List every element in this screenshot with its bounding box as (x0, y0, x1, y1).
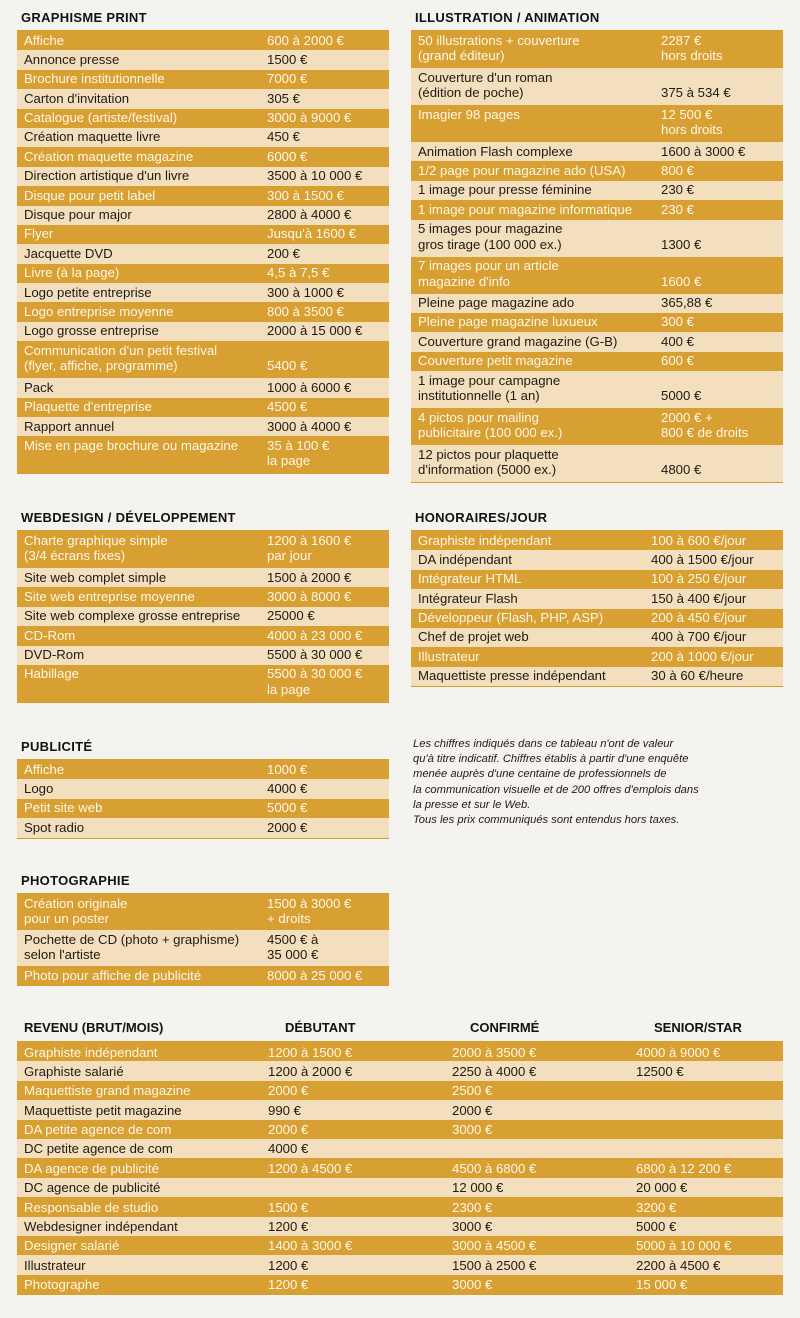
price-table (411, 30, 783, 483)
table-row (17, 341, 389, 378)
confirme-value: 12 000 € (452, 1180, 504, 1196)
table-row (17, 930, 389, 966)
item-price: 4500 € à 35 000 € (267, 931, 319, 962)
item-price: 100 à 250 €/jour (651, 571, 747, 587)
item-price: 200 € (267, 245, 301, 261)
item-label: 5 images pour magazine gros tirage (100 000 ex.) (418, 221, 563, 252)
job-label: DC agence de publicité (24, 1180, 161, 1196)
item-label: DA indépendant (418, 551, 512, 567)
debutant-value (268, 1179, 452, 1197)
debutant-value: 4000 € (268, 1141, 309, 1157)
senior-value: 5000 à 10 000 € (636, 1238, 732, 1254)
item-label: Plaquette d'entreprise (24, 399, 152, 415)
table-row (17, 1042, 783, 1061)
item-label: Graphiste indépendant (418, 532, 552, 548)
item-price: 4800 € (661, 462, 702, 478)
table-row (17, 1275, 783, 1294)
item-label: Logo entreprise moyenne (24, 303, 174, 319)
table-row (411, 445, 783, 482)
table-row (17, 417, 389, 436)
item-label: Maquettiste presse indépendant (418, 668, 606, 684)
price-table (17, 759, 389, 839)
item-label: Jacquette DVD (24, 245, 113, 261)
item-label: 4 pictos pour mailing publicitaire (100 000 ex.) (418, 409, 563, 441)
revenu-header-debutant: DÉBUTANT (285, 1020, 356, 1035)
table-row (411, 371, 783, 408)
item-label: Brochure institutionnelle (24, 71, 165, 87)
job-label: Graphiste salarié (24, 1063, 124, 1079)
job-label: DA petite agence de com (24, 1122, 172, 1138)
item-price: 600 € (661, 353, 695, 369)
table-row (17, 109, 389, 128)
table-row (17, 626, 389, 645)
item-label: Couverture petit magazine (418, 353, 573, 369)
item-price: 450 € (267, 129, 301, 145)
item-label: Mise en page brochure ou magazine (24, 437, 239, 453)
table-row (17, 1139, 783, 1158)
revenu-header-confirme: CONFIRMÉ (470, 1020, 540, 1035)
table-row (411, 200, 783, 219)
section-photographie (17, 873, 389, 986)
item-price: 2800 à 4000 € (267, 207, 352, 223)
item-label: Intégrateur HTML (418, 571, 522, 587)
confirme-value: 3000 € (452, 1122, 493, 1138)
item-price: 5500 à 30 000 € (267, 647, 363, 663)
item-label: Flyer (24, 226, 54, 242)
debutant-value: 1200 à 2000 € (268, 1063, 353, 1079)
table-row (17, 799, 389, 818)
table-row (411, 589, 783, 608)
item-price: 400 € (661, 333, 695, 349)
section-title: PUBLICITÉ (21, 739, 93, 754)
item-price: 305 € (267, 90, 301, 106)
table-row (17, 607, 389, 626)
table-row (17, 665, 389, 702)
table-row (17, 1061, 783, 1080)
table-row (17, 1236, 783, 1255)
item-label: Pleine page magazine ado (418, 295, 575, 311)
job-label: Webdesigner indépendant (24, 1219, 178, 1235)
item-label: Illustrateur (418, 648, 480, 664)
item-price: 1500 à 3000 € + droits (267, 895, 352, 926)
revenu-table (17, 1041, 783, 1295)
table-row (411, 408, 783, 445)
table-row (17, 167, 389, 186)
item-label: Développeur (Flash, PHP, ASP) (418, 610, 604, 626)
debutant-value: 2000 € (268, 1122, 309, 1138)
item-label: Charte graphique simple (3/4 écrans fixes) (24, 532, 168, 563)
section-illustration-animation (411, 10, 783, 483)
section-title: ILLUSTRATION / ANIMATION (415, 10, 600, 25)
item-label: Couverture grand magazine (G-B) (418, 333, 618, 349)
table-row (17, 779, 389, 798)
table-row (17, 378, 389, 397)
item-label: 1 image pour campagne institutionnelle (1 an) (418, 372, 561, 404)
item-label: Photo pour affiche de publicité (24, 967, 202, 983)
debutant-value: 1200 € (268, 1277, 309, 1293)
item-label: Livre (à la page) (24, 265, 120, 281)
item-label: Rapport annuel (24, 418, 115, 434)
job-label: Designer salarié (24, 1238, 120, 1254)
debutant-value: 1200 € (268, 1257, 309, 1273)
section-publicite (17, 739, 389, 839)
table-row (411, 220, 783, 257)
item-price: 1200 à 1600 € par jour (267, 532, 352, 563)
senior-value (636, 1102, 783, 1120)
debutant-value: 1400 à 3000 € (268, 1238, 353, 1254)
item-price: 800 € (661, 162, 695, 178)
senior-value (636, 1140, 783, 1158)
job-label: Maquettiste petit magazine (24, 1102, 182, 1118)
item-label: 50 illustrations + couverture (grand éditeur) (418, 32, 580, 63)
item-price: 3000 à 8000 € (267, 588, 352, 604)
senior-value: 12500 € (636, 1063, 684, 1079)
item-price: 1500 € (267, 51, 308, 67)
senior-value: 5000 € (636, 1219, 677, 1235)
debutant-value: 2000 € (268, 1083, 309, 1099)
senior-value: 6800 à 12 200 € (636, 1160, 732, 1176)
item-label: Petit site web (24, 800, 103, 816)
debutant-value: 990 € (268, 1102, 302, 1118)
debutant-value: 1200 à 1500 € (268, 1044, 353, 1060)
table-row (17, 244, 389, 263)
table-row (17, 1255, 783, 1274)
confirme-value: 3000 à 4500 € (452, 1238, 537, 1254)
confirme-value: 2500 € (452, 1083, 493, 1099)
item-label: CD-Rom (24, 627, 76, 643)
confirme-value: 4500 à 6800 € (452, 1160, 537, 1176)
table-row (17, 31, 389, 50)
table-row (17, 302, 389, 321)
table-row (411, 313, 783, 332)
section-honoraires (411, 510, 783, 687)
table-row (17, 818, 389, 837)
item-price: 3500 à 10 000 € (267, 168, 363, 184)
item-price: 800 à 3500 € (267, 303, 345, 319)
item-label: Couverture d'un roman (édition de poche) (418, 69, 553, 100)
item-label: Direction artistique d'un livre (24, 168, 190, 184)
item-price: 1000 € (267, 761, 308, 777)
price-table (17, 30, 389, 474)
senior-value: 15 000 € (636, 1277, 688, 1293)
item-price: 25000 € (267, 608, 315, 624)
item-label: Site web complexe grosse entreprise (24, 608, 241, 624)
job-label: Responsable de studio (24, 1199, 159, 1215)
item-price: 6000 € (267, 148, 308, 164)
item-label: DVD-Rom (24, 647, 85, 663)
table-row (411, 647, 783, 666)
revenu-header-senior: SENIOR/STAR (654, 1020, 742, 1035)
item-label: Disque pour major (24, 207, 132, 223)
job-label: Photographe (24, 1277, 100, 1293)
item-price: 7000 € (267, 71, 308, 87)
table-row (411, 181, 783, 200)
table-row (17, 264, 389, 283)
item-label: Catalogue (artiste/festival) (24, 110, 178, 126)
job-label: Illustrateur (24, 1257, 86, 1273)
item-price: 4500 € (267, 399, 308, 415)
item-price: 365,88 € (661, 295, 713, 311)
item-label: 12 pictos pour plaquette d'information (5000 ex.) (418, 446, 559, 478)
item-label: Imagier 98 pages (418, 106, 520, 122)
senior-value (636, 1082, 783, 1100)
item-label: 1 image pour magazine informatique (418, 201, 633, 217)
section-webdesign (17, 510, 389, 703)
table-row (17, 436, 389, 473)
item-label: Site web complet simple (24, 569, 167, 585)
table-row (17, 89, 389, 108)
table-row (411, 609, 783, 628)
table-row (411, 628, 783, 647)
table-row (17, 587, 389, 606)
table-row (411, 161, 783, 180)
item-price: 230 € (661, 182, 695, 198)
item-label: Logo (24, 780, 54, 796)
item-price: 1600 à 3000 € (661, 143, 746, 159)
item-label: Annonce presse (24, 51, 120, 67)
table-row (17, 531, 389, 568)
table-row (17, 1081, 783, 1100)
table-row (17, 398, 389, 417)
table-row (411, 105, 783, 142)
section-title: HONORAIRES/JOUR (415, 510, 548, 525)
table-row (411, 257, 783, 294)
job-label: Maquettiste grand magazine (24, 1083, 191, 1099)
item-label: Habillage (24, 666, 79, 682)
table-row (17, 760, 389, 779)
item-price: 600 à 2000 € (267, 32, 345, 48)
item-price: 1600 € (661, 273, 702, 289)
item-label: Spot radio (24, 819, 85, 835)
item-price: 35 à 100 € la page (267, 437, 330, 469)
item-label: Pack (24, 379, 54, 395)
table-row (411, 294, 783, 313)
item-price: 4000 à 23 000 € (267, 627, 363, 643)
senior-value (636, 1121, 783, 1139)
item-price: 300 € (661, 314, 695, 330)
item-price: 30 à 60 €/heure (651, 668, 744, 684)
item-price: 2000 € + 800 € de droits (661, 409, 749, 441)
item-price: 12 500 € hors droits (661, 106, 723, 137)
item-label: Carton d'invitation (24, 90, 130, 106)
item-label: Logo grosse entreprise (24, 323, 159, 339)
item-label: Disque pour petit label (24, 187, 156, 203)
item-price: 200 à 1000 €/jour (651, 648, 754, 664)
confirme-value: 2000 € (452, 1102, 493, 1118)
table-row (17, 1158, 783, 1177)
item-price: 3000 à 4000 € (267, 418, 352, 434)
item-price: 375 à 534 € (661, 85, 731, 100)
item-price: 5000 € (267, 800, 308, 816)
item-price: 200 à 450 €/jour (651, 610, 747, 626)
table-row (17, 283, 389, 302)
item-label: Chef de projet web (418, 629, 529, 645)
table-row (411, 550, 783, 569)
item-price: 4,5 à 7,5 € (267, 265, 330, 281)
job-label: Graphiste indépendant (24, 1044, 158, 1060)
section-title: GRAPHISME PRINT (21, 10, 147, 25)
table-row (411, 31, 783, 68)
table-row (411, 68, 783, 105)
item-label: 1 image pour presse féminine (418, 182, 592, 198)
item-price: 150 à 400 €/jour (651, 590, 747, 606)
item-label: Affiche (24, 761, 65, 777)
item-label: Création maquette magazine (24, 148, 194, 164)
item-label: Communication d'un petit festival (flyer, affiche, programme) (24, 342, 218, 374)
table-row (17, 646, 389, 665)
item-label: Pleine page magazine luxueux (418, 314, 598, 330)
table-row (17, 1120, 783, 1139)
price-table (411, 530, 783, 687)
item-label: 1/2 page pour magazine ado (USA) (418, 162, 626, 178)
confirme-value: 3000 € (452, 1219, 493, 1235)
senior-value: 4000 à 9000 € (636, 1044, 721, 1060)
confirme-value (452, 1140, 636, 1158)
item-label: 7 images pour un article magazine d'info (418, 258, 559, 289)
item-price: 300 à 1500 € (267, 187, 345, 203)
item-price: 4000 € (267, 780, 308, 796)
table-row (17, 128, 389, 147)
debutant-value: 1500 € (268, 1199, 309, 1215)
revenu-header-title: REVENU (BRUT/MOIS) (24, 1020, 164, 1035)
item-price: 1300 € (661, 236, 702, 252)
price-table (17, 893, 389, 986)
confirme-value: 2250 à 4000 € (452, 1063, 537, 1079)
senior-value: 20 000 € (636, 1180, 688, 1196)
table-row (17, 225, 389, 244)
debutant-value: 1200 à 4500 € (268, 1160, 353, 1176)
table-row (17, 186, 389, 205)
table-row (411, 667, 783, 686)
job-label: DC petite agence de com (24, 1141, 173, 1157)
item-price: 300 à 1000 € (267, 284, 345, 300)
section-title: WEBDESIGN / DÉVELOPPEMENT (21, 510, 236, 525)
senior-value: 2200 à 4500 € (636, 1257, 721, 1273)
item-label: Affiche (24, 32, 65, 48)
item-label: Pochette de CD (photo + graphisme) selon l'artiste (24, 931, 240, 962)
item-label: Intégrateur Flash (418, 590, 518, 606)
table-row (411, 570, 783, 589)
table-row (17, 1197, 783, 1216)
item-price: 8000 à 25 000 € (267, 967, 363, 983)
table-row (411, 352, 783, 371)
confirme-value: 2000 à 3500 € (452, 1044, 537, 1060)
table-row (17, 206, 389, 225)
confirme-value: 3000 € (452, 1277, 493, 1293)
item-label: Animation Flash complexe (418, 143, 573, 159)
item-price: 2000 à 15 000 € (267, 323, 363, 339)
table-row (17, 1178, 783, 1197)
item-price: 2287 € hors droits (661, 32, 723, 63)
item-price: 5500 à 30 000 € la page (267, 666, 363, 697)
table-row (411, 531, 783, 550)
item-price: 5000 € (661, 388, 702, 404)
item-price: 3000 à 9000 € (267, 110, 352, 126)
section-title: PHOTOGRAPHIE (21, 873, 130, 888)
item-price: 2000 € (267, 819, 308, 835)
table-row (17, 50, 389, 69)
item-label: Logo petite entreprise (24, 284, 152, 300)
confirme-value: 2300 € (452, 1199, 493, 1215)
table-row (17, 1100, 783, 1119)
job-label: DA agence de publicité (24, 1160, 159, 1176)
item-price: 1000 à 6000 € (267, 379, 352, 395)
table-row (17, 568, 389, 587)
item-label: Création originale pour un poster (24, 895, 128, 926)
senior-value: 3200 € (636, 1199, 677, 1215)
table-row (411, 332, 783, 351)
item-label: Création maquette livre (24, 129, 161, 145)
item-price: 100 à 600 €/jour (651, 532, 747, 548)
item-price: Jusqu'à 1600 € (267, 226, 357, 242)
table-row (17, 147, 389, 166)
item-price: 400 à 700 €/jour (651, 629, 747, 645)
debutant-value: 1200 € (268, 1219, 309, 1235)
price-table (17, 530, 389, 703)
item-price: 230 € (661, 201, 695, 217)
item-price: 400 à 1500 €/jour (651, 551, 754, 567)
table-row (17, 966, 389, 985)
table-row (17, 322, 389, 341)
table-row (17, 894, 389, 930)
section-graphisme-print (17, 10, 389, 474)
confirme-value: 1500 à 2500 € (452, 1257, 537, 1273)
disclaimer-note: Les chiffres indiqués dans ce tableau n'ont de valeur qu'à titre indicatif. Chiffres établis à partir d'une enquête menée auprès d'une centaine de professionnels de la communication visuelle et de 200 offres d'emplois dans la presse et sur le Web. Tous les prix communiqués sont entendus hors taxes. (413, 738, 699, 827)
table-row (17, 1217, 783, 1236)
item-label: Site web entreprise moyenne (24, 588, 195, 604)
item-price: 1500 à 2000 € (267, 569, 352, 585)
item-price: 5400 € (267, 358, 308, 374)
table-row (17, 70, 389, 89)
table-row (411, 142, 783, 161)
